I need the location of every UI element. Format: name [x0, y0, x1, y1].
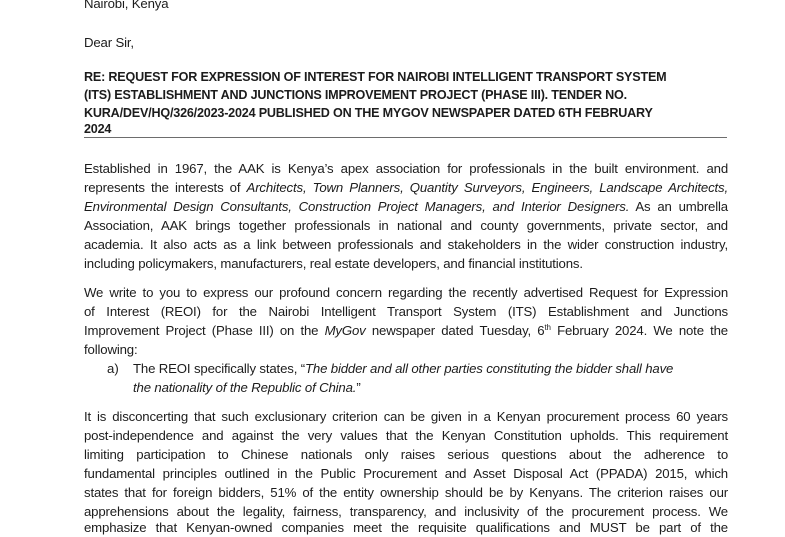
- subject-line: KURA/DEV/HQ/326/2023-2024 PUBLISHED ON THE MYGOV NEWSPAPER DATED 6TH FEBRUARY: [84, 106, 653, 120]
- paragraph-line: limiting participation to Chinese nationals only raises serious questions about the adherence to: [84, 447, 728, 462]
- paragraph-line: It is disconcerting that such exclusionary criterion can be given in a Kenyan procurement process 60 years: [84, 409, 728, 424]
- paragraph-line: fundamental principles outlined in the Public Procurement and Asset Disposal Act (PPADA) 2015, which: [84, 466, 728, 481]
- list-item-line: [133, 360, 673, 378]
- italic-text-run: the nationality of the Republic of China.: [133, 380, 357, 395]
- text-run: represents the interests of: [84, 180, 247, 195]
- italic-text-run: Architects, Town Planners, Quantity Surveyors, Engineers, Landscape Architects,: [246, 180, 728, 195]
- paragraph-line: We write to you to express our profound concern regarding the recently advertised Request for Expression: [84, 285, 728, 300]
- subject-line: (ITS) ESTABLISHMENT AND JUNCTIONS IMPROVEMENT PROJECT (PHASE III). TENDER NO.: [84, 88, 627, 102]
- paragraph-line: of Interest (REOI) for the Nairobi Intelligent Transport System (ITS) Establishment and Junctions: [84, 304, 728, 319]
- italic-text-run: Environmental Design Consultants, Construction Project Managers, and Interior Designers.: [84, 199, 630, 214]
- paragraph-line: Association, AAK brings together professionals in national and county governments, private sector, and: [84, 218, 728, 233]
- list-item-line: [133, 379, 361, 397]
- text-run: ”: [356, 380, 361, 395]
- paragraph-line: including policymakers, manufacturers, real estate developers, and financial institutions.: [84, 256, 583, 271]
- text-run: As an umbrella: [629, 199, 728, 214]
- paragraph-line: following:: [84, 342, 138, 357]
- address-line: Nairobi, Kenya: [84, 0, 169, 11]
- ordinal-superscript: th: [544, 323, 551, 332]
- paragraph-line: states that for foreign bidders, 51% of the entity ownership should be by Kenyans. The criterion raises our: [84, 485, 728, 500]
- paragraph-line: apprehensions about the legality, fairness, transparency, and inclusivity of the procurement process. We: [84, 504, 728, 519]
- paragraph-line: Established in 1967, the AAK is Kenya’s apex association for professionals in the built environment. and: [84, 161, 728, 176]
- paragraph-line: [84, 179, 728, 197]
- text-run: newspaper dated Tuesday, 6: [365, 323, 545, 338]
- paragraph-line: [84, 198, 728, 216]
- text-run: The REOI specifically states, “: [133, 361, 305, 376]
- text-run: February 2024. We note the: [550, 323, 728, 338]
- salutation: Dear Sir,: [84, 35, 134, 50]
- paragraph-line: emphasize that Kenyan-owned companies meet the requisite qualifications and MUST be part of the: [84, 520, 728, 535]
- italic-text-run: MyGov: [324, 323, 366, 338]
- subject-line: RE: REQUEST FOR EXPRESSION OF INTEREST FOR NAIROBI INTELLIGENT TRANSPORT SYSTEM: [84, 70, 667, 84]
- text-run: Improvement Project (Phase III) on the: [84, 323, 325, 338]
- subject-line: 2024: [84, 122, 112, 136]
- subject-underline: [84, 137, 727, 138]
- list-item-label: a): [107, 361, 119, 376]
- paragraph-line: [84, 322, 728, 340]
- paragraph-line: academia. It also acts as a link between professionals and stakeholders in the wider construction industry,: [84, 237, 728, 252]
- italic-text-run: The bidder and all other parties constituting the bidder shall have: [304, 361, 674, 376]
- paragraph-line: post-independence and against the very values that the Kenyan Constitution upholds. This requirement: [84, 428, 728, 443]
